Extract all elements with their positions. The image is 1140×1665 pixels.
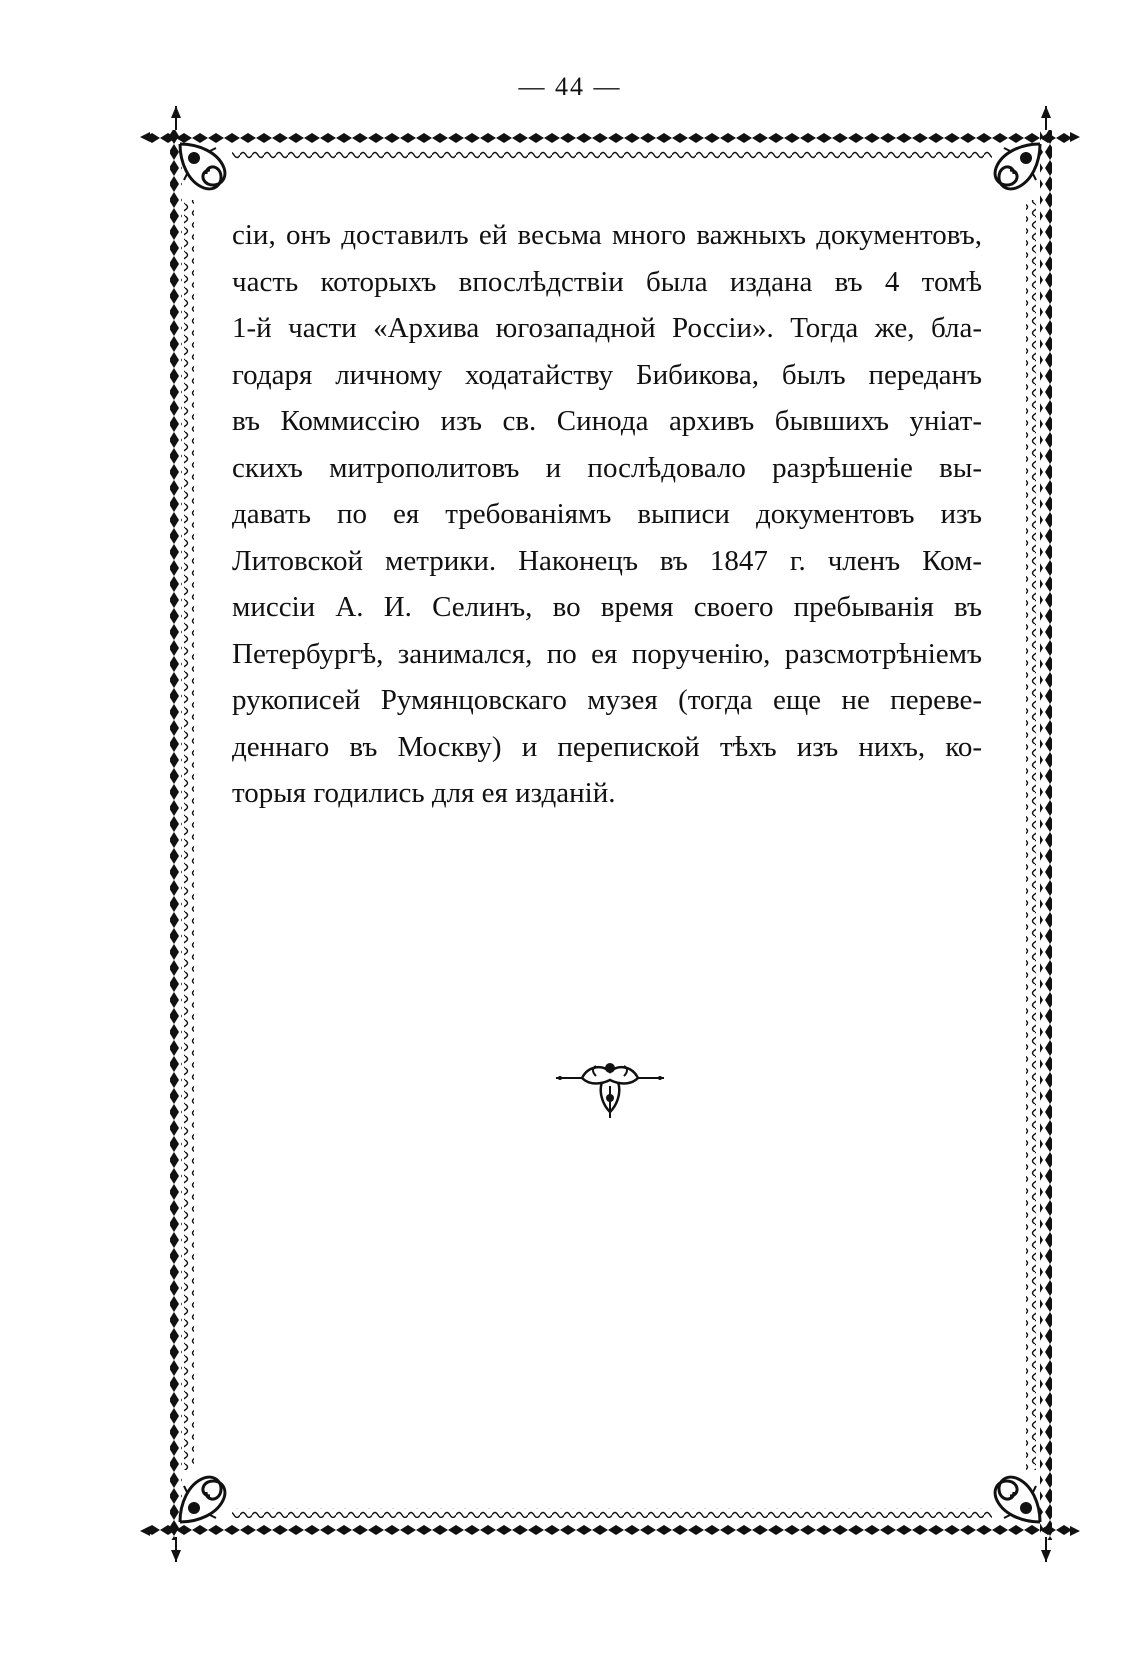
text-line: скихъ митрополитовъ и послѣдовало разрѣшеніе вы- [232, 451, 982, 484]
text-line: сіи, онъ доставилъ ей весьма много важныхъ документовъ, [232, 219, 982, 251]
text-line: миссіи А. И. Селинъ, во время своего пребыванія въ [232, 591, 982, 623]
left-chain-border [170, 130, 182, 1540]
text-line: рукописей Румянцовскаго музея (тогда еще не переве- [232, 684, 982, 716]
text-line: торыя годились для ея изданій. [232, 777, 616, 809]
left-wave-border [184, 200, 194, 1470]
right-wave-border [1026, 200, 1036, 1470]
text-line: 1-й части «Архива югозападной Россіи». Тогда же, бла- [232, 312, 982, 344]
fleuron-tailpiece-icon [552, 1058, 668, 1124]
text-line: въ Коммиссію изъ св. Синода архивъ бывшихъ уніат- [232, 405, 982, 437]
body-text [232, 212, 982, 817]
flourish-corner-icon [180, 1477, 225, 1522]
bottom-wave-border [232, 1508, 992, 1518]
text-line: годаря личному ходатайству Бибикова, былъ переданъ [232, 358, 982, 391]
bottom-chain-border [150, 1525, 1070, 1537]
top-chain-border [150, 131, 1070, 143]
flourish-corner-icon [180, 144, 225, 189]
right-chain-border [1040, 130, 1052, 1540]
flourish-corner-icon [995, 144, 1040, 189]
page-number: — 44 — [518, 72, 622, 101]
text-line: Литовской метрики. Наконецъ въ 1847 г. членъ Ком- [232, 544, 982, 577]
text-line: давать по ея требованіямъ выписи документовъ изъ [232, 498, 982, 530]
top-wave-border [232, 150, 992, 160]
text-line: часть которыхъ впослѣдствіи была издана въ 4 томѣ [232, 265, 982, 298]
text-line: Петербургѣ, занимался, по ея порученію, разсмотрѣніемъ [232, 637, 982, 670]
flourish-corner-icon [995, 1477, 1040, 1522]
text-line: деннаго въ Москву) и перепиской тѣхъ изъ нихъ, ко- [232, 730, 982, 763]
